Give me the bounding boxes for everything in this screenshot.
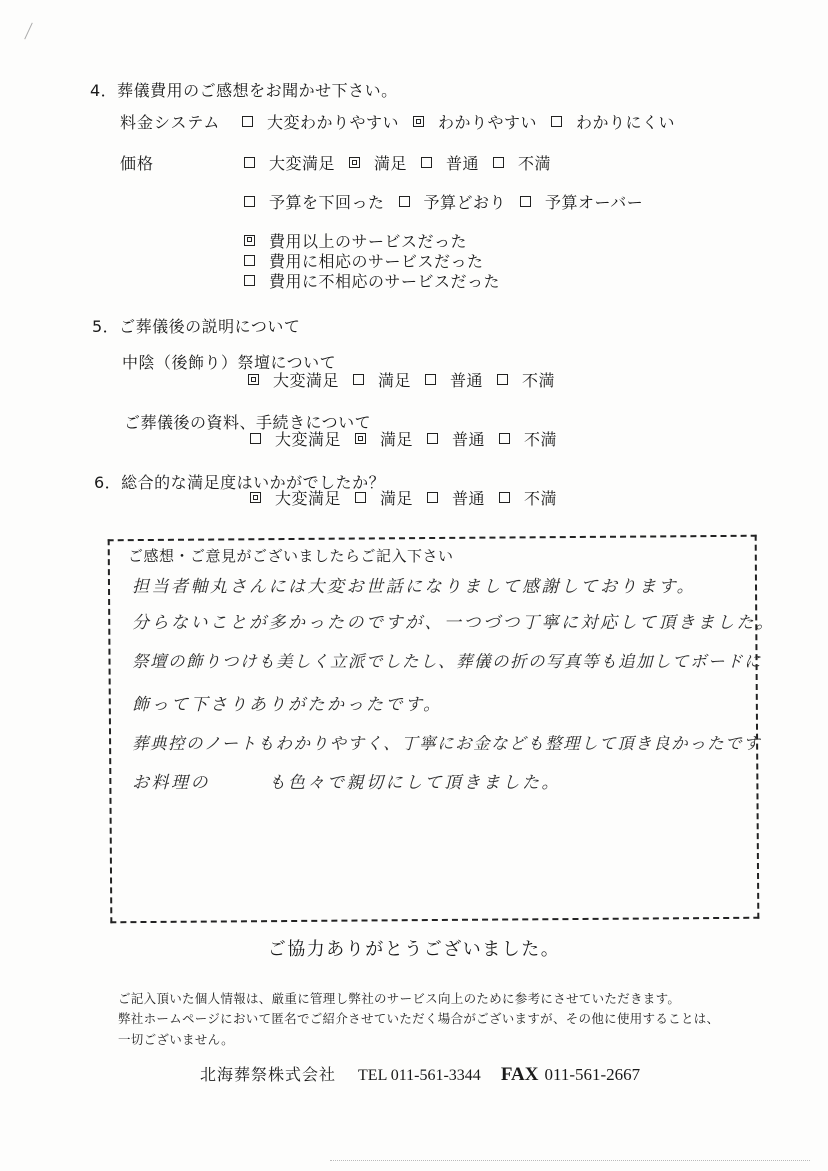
checkbox[interactable]: [551, 116, 562, 127]
checkbox[interactable]: [399, 196, 410, 207]
docs-option-satisfied[interactable]: 満足: [355, 427, 413, 450]
docs-label: ご葬儀後の資料、手続きについて: [124, 413, 372, 432]
comment-line: 葬典控のノートもわかりやすく、丁寧にお金なども整理して頂き良かったです: [132, 734, 762, 753]
price-option-very-satisfied[interactable]: 大変満足: [244, 151, 335, 174]
checkbox-checked[interactable]: [349, 157, 360, 168]
service-option-matching[interactable]: 費用に相応のサービスだった: [244, 250, 500, 270]
comment-line: 分らないことが多かったのですが、一つづつ丁寧に対応して頂きました。: [132, 613, 776, 633]
q5-altar-row: [248, 368, 569, 391]
comment-line: 担当者軸丸さんには大変お世話になりまして感謝しております。: [132, 577, 697, 597]
overall-option-unsatisfied[interactable]: 不満: [499, 486, 557, 509]
footer: [200, 1062, 640, 1086]
system-option-very-easy[interactable]: 大変わかりやすい: [242, 110, 399, 133]
checkbox-checked[interactable]: [355, 433, 366, 444]
checkbox[interactable]: [250, 433, 261, 444]
overall-option-normal[interactable]: 普通: [427, 486, 485, 509]
altar-option-unsatisfied[interactable]: 不満: [497, 368, 555, 391]
checkbox[interactable]: [353, 374, 364, 385]
budget-option-under[interactable]: 予算を下回った: [244, 190, 385, 213]
checkbox[interactable]: [244, 275, 255, 286]
altar-label: 中陰（後飾り）祭壇について: [122, 353, 337, 372]
service-option-above[interactable]: 費用以上のサービスだった: [244, 230, 500, 250]
comment-line: 飾って下さりありがたかったです。: [132, 695, 443, 715]
price-option-satisfied[interactable]: 満足: [349, 151, 407, 174]
q4-system-row: [120, 110, 689, 133]
docs-option-very-satisfied[interactable]: 大変満足: [250, 427, 341, 450]
checkbox[interactable]: [244, 255, 255, 266]
docs-option-unsatisfied[interactable]: 不満: [499, 427, 557, 450]
scan-edge-line: [330, 1160, 810, 1162]
fax-number: 011-561-2667: [544, 1065, 641, 1084]
altar-option-normal[interactable]: 普通: [425, 368, 483, 391]
q6-heading: 6．総合的な満足度はいかがでしたか？: [94, 473, 386, 492]
checkbox[interactable]: [242, 116, 253, 127]
checkbox-checked[interactable]: [248, 374, 259, 385]
checkbox-checked[interactable]: [413, 116, 424, 127]
checkbox[interactable]: [427, 433, 438, 444]
altar-option-satisfied[interactable]: 満足: [353, 368, 411, 391]
scan-mark: [24, 23, 33, 40]
checkbox[interactable]: [497, 374, 508, 385]
tel-number: TEL 011-561-3344: [358, 1067, 481, 1084]
checkbox[interactable]: [421, 157, 432, 168]
comment-line: お料理の も色々で親切にして頂きました。: [132, 773, 561, 793]
system-option-hard[interactable]: わかりにくい: [551, 110, 675, 133]
checkbox[interactable]: [499, 492, 510, 503]
privacy-note: ご記入頂いた個人情報は、厳重に管理し弊社のサービス向上のために参考にさせていただきます。: [118, 991, 681, 1006]
fax-label: FAX: [500, 1064, 539, 1085]
q5-docs-row: [250, 427, 571, 450]
checkbox[interactable]: [499, 433, 510, 444]
service-option-below[interactable]: 費用に不相応のサービスだった: [244, 270, 500, 290]
price-label: 価格: [120, 154, 155, 173]
comment-title: ご感想・ご意見がございましたらご記入下さい: [128, 547, 454, 565]
altar-option-very-satisfied[interactable]: 大変満足: [248, 368, 339, 391]
checkbox[interactable]: [427, 492, 438, 503]
q4-budget-row: [244, 190, 657, 213]
overall-option-very-satisfied[interactable]: 大変満足: [250, 486, 341, 509]
system-label: 料金システム: [120, 113, 221, 132]
price-option-unsatisfied[interactable]: 不満: [493, 151, 551, 174]
q4-price-row: [120, 151, 565, 174]
checkbox[interactable]: [493, 157, 504, 168]
budget-option-over[interactable]: 予算オーバー: [520, 190, 643, 213]
q6-row: [250, 486, 571, 509]
budget-option-exact[interactable]: 予算どおり: [399, 190, 507, 213]
checkbox[interactable]: [244, 157, 255, 168]
checkbox[interactable]: [425, 374, 436, 385]
checkbox[interactable]: [244, 196, 255, 207]
overall-option-satisfied[interactable]: 満足: [355, 486, 413, 509]
checkbox-checked[interactable]: [244, 235, 255, 246]
system-option-easy[interactable]: わかりやすい: [413, 110, 537, 133]
company-name: 北海葬祭株式会社: [200, 1065, 337, 1084]
docs-option-normal[interactable]: 普通: [427, 427, 485, 450]
q5-heading: 5．ご葬儀後の説明について: [92, 317, 301, 336]
checkbox[interactable]: [520, 196, 531, 207]
q4-heading: 4．葬儀費用のご感想をお聞かせ下さい。: [90, 81, 398, 100]
thanks-message: ご協力ありがとうございました。: [267, 939, 561, 960]
checkbox[interactable]: [355, 492, 366, 503]
privacy-note: 弊社ホームページにおいて匿名でご紹介させていただく場合がございますが、その他に使用することは、: [118, 1011, 720, 1026]
checkbox-checked[interactable]: [250, 492, 261, 503]
comment-line: 祭壇の飾りつけも美しく立派でしたし、葬儀の折の写真等も追加してボードに: [132, 652, 762, 671]
q4-service-options: [244, 230, 514, 290]
privacy-note: 一切ございません。: [118, 1032, 234, 1047]
price-option-normal[interactable]: 普通: [421, 151, 479, 174]
